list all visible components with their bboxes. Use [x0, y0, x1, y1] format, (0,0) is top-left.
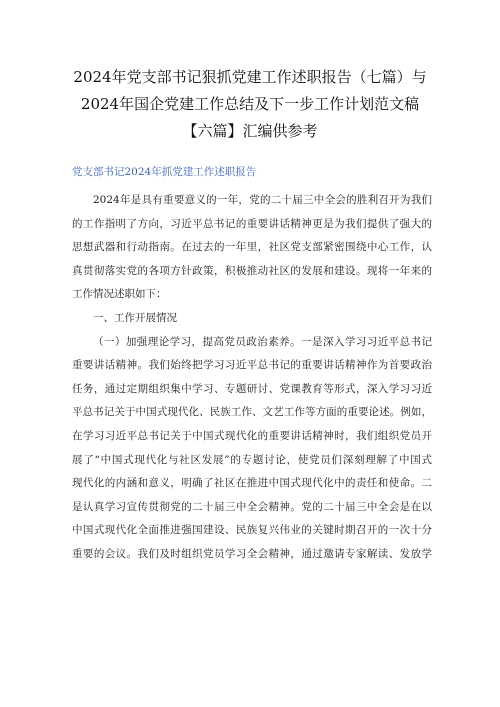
text-line: 思想武器和行动指南。在过去的一年里，社区党支部紧密围绕中心工作，认	[72, 241, 432, 254]
text-line: 重要的会议。我们及时组织党员学习全会精神，通过邀请专家解读、发放学	[72, 547, 432, 560]
section-heading-link[interactable]: 党支部书记2024年抓党建工作述职报告	[72, 166, 257, 178]
text-line: 2024年是具有重要意义的一年，党的二十届三中全会的胜利召开为我们	[93, 194, 432, 206]
text-line: 现代化的内涵和意义，明确了社区在推进中国式现代化中的责任和使命。二	[72, 477, 432, 490]
text-line: 展了“中国式现代化与社区发展”的专题讨论，使党员们深刻理解了中国式	[72, 453, 432, 466]
document-title	[40, 64, 460, 145]
title-line: 2024年国企党建工作总结及下一步工作计划范文稿	[80, 95, 420, 113]
document-body	[72, 189, 432, 567]
paragraph-section-heading	[72, 307, 432, 331]
text-line: 任务，通过定期组织集中学习、专题研讨、党课教育等形式，深入学习习近	[72, 382, 432, 395]
section-heading: 一、工作开展情况	[93, 311, 177, 324]
text-line: 重要讲话精神。我们始终把学习习近平总书记的重要讲话精神作为首要政治	[72, 359, 432, 372]
text-line: 是认真学习宣传贯彻党的二十届三中全会精神。党的二十届三中全会是在以	[72, 500, 432, 513]
text-line: 平总书记关于中国式现代化、民族工作、文艺工作等方面的重要论述。例如，	[72, 406, 432, 419]
paragraph-intro	[72, 189, 432, 307]
text-line: 的工作指明了方向，习近平总书记的重要讲话精神更是为我们提供了强大的	[72, 217, 432, 230]
title-line: 【六篇】汇编供参考	[182, 122, 318, 140]
text-line: 真贯彻落实党的各项方针政策，积极推动社区的发展和建设。现将一年来的	[72, 264, 432, 277]
text-line: 工作情况述职如下：	[72, 288, 167, 301]
text-line: （一）加强理论学习，提高党员政治素养。一是深入学习习近平总书记	[93, 335, 432, 348]
title-line: 2024年党支部书记狠抓党建工作述职报告（七篇）与	[73, 68, 427, 86]
text-line: 在学习习近平总书记关于中国式现代化的重要讲话精神时，我们组织党员开	[72, 429, 432, 442]
text-line: 中国式现代化全面推进强国建设、民族复兴伟业的关键时期召开的一次十分	[72, 524, 432, 537]
paragraph-theory-study	[72, 331, 432, 567]
